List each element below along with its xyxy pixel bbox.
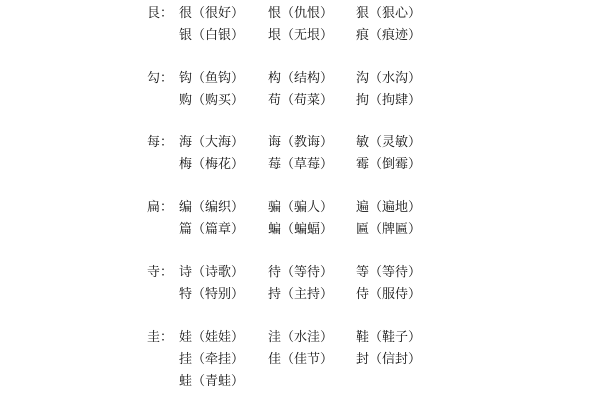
word-entry: 遍（遍地） xyxy=(356,200,422,215)
radical-label: 勾： xyxy=(147,71,174,86)
word-row xyxy=(0,327,600,349)
word-entry: 钩（鱼钩） xyxy=(179,71,245,86)
word-row xyxy=(0,68,600,90)
word-entry: 特（特别） xyxy=(179,287,245,302)
word-entry: 构（结构） xyxy=(268,71,334,86)
word-entry: 沟（水沟） xyxy=(356,71,422,86)
radical-label: 艮： xyxy=(147,6,174,21)
word-entry: 侍（服侍） xyxy=(356,287,422,302)
radical-label: 寺： xyxy=(147,265,174,280)
word-row xyxy=(0,154,600,176)
word-entry: 娃（娃娃） xyxy=(179,330,245,345)
word-row xyxy=(0,284,600,306)
word-entry: 银（白银） xyxy=(179,28,245,43)
word-entry: 苟（苟菜） xyxy=(268,93,334,108)
word-entry: 很（很好） xyxy=(179,6,245,21)
word-entry: 匾（牌匾） xyxy=(356,222,422,237)
word-entry: 痕（痕迹） xyxy=(356,28,422,43)
word-row xyxy=(0,3,600,25)
radical-label: 每： xyxy=(147,135,174,150)
word-entry: 蛙（青蛙） xyxy=(179,374,245,389)
word-entry: 持（主持） xyxy=(268,287,334,302)
word-row xyxy=(0,197,600,219)
word-entry: 诗（诗歌） xyxy=(179,265,245,280)
word-row xyxy=(0,25,600,47)
radical-label: 扁： xyxy=(147,200,174,215)
word-entry: 蝙（蝙蝠） xyxy=(268,222,334,237)
word-entry: 垠（无垠） xyxy=(268,28,334,43)
word-entry: 待（等待） xyxy=(268,265,334,280)
word-entry: 敏（灵敏） xyxy=(356,135,422,150)
word-entry: 霉（倒霉） xyxy=(356,157,422,172)
word-entry: 洼（水洼） xyxy=(268,330,334,345)
word-entry: 编（编织） xyxy=(179,200,245,215)
word-entry: 篇（篇章） xyxy=(179,222,245,237)
radical-label: 圭： xyxy=(147,330,174,345)
word-entry: 骗（骗人） xyxy=(268,200,334,215)
word-entry: 挂（牵挂） xyxy=(179,352,245,367)
word-row xyxy=(0,90,600,112)
word-entry: 狠（狠心） xyxy=(356,6,422,21)
word-entry: 封（信封） xyxy=(356,352,422,367)
word-entry: 海（大海） xyxy=(179,135,245,150)
word-row xyxy=(0,219,600,241)
word-row xyxy=(0,349,600,371)
word-entry: 诲（教诲） xyxy=(268,135,334,150)
word-row xyxy=(0,371,600,393)
word-entry: 拘（拘肆） xyxy=(356,93,422,108)
word-entry: 恨（仇恨） xyxy=(268,6,334,21)
word-entry: 佳（佳节） xyxy=(268,352,334,367)
word-entry: 等（等待） xyxy=(356,265,422,280)
word-entry: 鞋（鞋子） xyxy=(356,330,422,345)
word-entry: 梅（梅花） xyxy=(179,157,245,172)
word-entry: 莓（草莓） xyxy=(268,157,334,172)
word-row xyxy=(0,262,600,284)
word-row xyxy=(0,132,600,154)
word-entry: 购（购买） xyxy=(179,93,245,108)
